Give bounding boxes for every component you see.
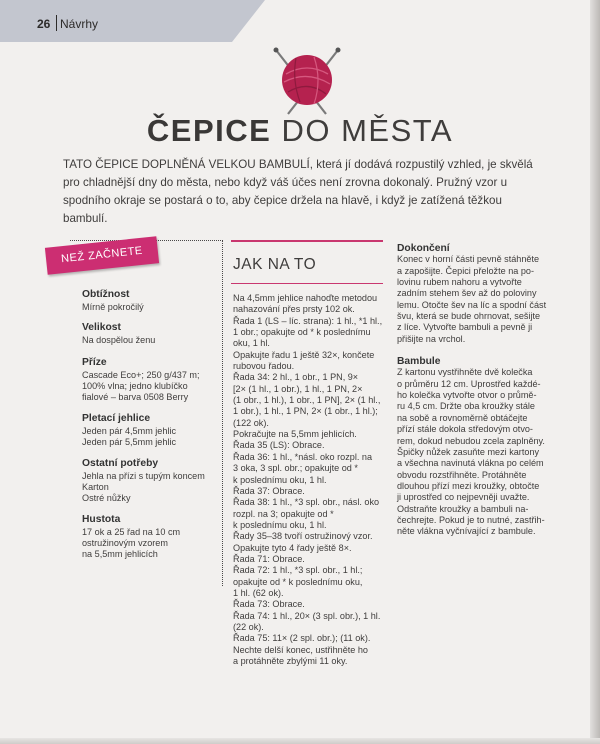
instructions-text: Na 4,5mm jehlice nahoďte metodou nahazování přes prsty 102 ok. Řada 1 (LS – líc. strana): 1 hl., *1 hl., 1 obr.; opakujte od * k poslednímu oku, 1 hl. Opakujte řadu 1 ještě 32×, končete rubovou řadou. Řada 34: 2 hl., 1 obr., 1 PN, 9× [2× (1 hl., 1 obr.), 1 hl., 1 PN, 2× (1 obr., 1 hl.), 1 obr., 1 PN], 2× (1 hl., 1 obr.), 1 hl., 1 PN, 2× (1 obr., 1 hl.); (122 ok). Pokračujte na 5,5mm jehlicích. Řada 35 (LS): Obrace. Řada 36: 1 hl., *násl. oko rozpl. na 3 oka, 3 spl. obr.; opakujte od * k poslednímu oku, 1 hl. Řada 37: Obrace. Řada 38: 1 hl., *3 spl. obr., násl. oko rozpl. na 3; opakujte od * k poslednímu oku, 1 hl. Řady 35–38 tvoří ostružinový vzor. Opakujte tyto 4 řady ještě 8×. Řada 71: Obrace. Řada 72: 1 hl., *3 spl. obr., 1 hl.; opakujte od * k poslednímu oku, 1 hl. (62 ok). Řada 73: Obrace. Řada 74: 1 hl., 20× (3 spl. obr.), 1 hl. (22 ok). Řada 75: 11× (2 spl. obr.); (11 ok). Nechte delší konec, ustřihněte ho a protáhněte zbylými 11 oky. [233,293,383,666]
materials-text: Jeden pár 4,5mm jehlic Jeden pár 5,5mm jehlic [82,426,177,447]
materials-gauge [82,514,217,560]
materials-needles [82,413,217,448]
section-name: Návrhy [60,17,99,31]
materials-text: Mírně pokročilý [82,302,144,312]
materials-heading: Velikost [82,322,121,333]
yarn-ball-icon [268,44,344,118]
instructions-column [231,240,383,666]
materials-heading: Obtížnost [82,289,130,300]
intro-paragraph: TATO ČEPICE DOPLNĚNÁ VELKOU BAMBULÍ, která jí dodává rozpustilý vzhled, je skvělá pro chladnější dny do města, nebo když váš účes není zrovna dokonalý. Pružný vzor u spodního okraje se postará o to, aby čepice držela na hlavě, i když je zatížená těžkou bambulí. [63,158,533,225]
start-tag: NEŽ ZAČNETE [45,236,159,275]
instructions-heading: JAK NA TO [233,256,317,273]
materials-difficulty [82,289,217,313]
materials-heading: Ostatní potřeby [82,458,159,469]
materials-yarn [82,357,217,403]
header-band [0,0,280,42]
finishing-column [397,243,547,538]
page-title [0,113,600,149]
finishing-text: Konec v horní části pevně stáhněte a zapošijte. Čepici přeložte na po- lovinu rubem nahoru a vytvořte zadním stehem šev až do poloviny lemu. Otočte šev na líc a spodní část švu, která se bude ohrnovat, sešijte z líce. Vytvořte bambuli a pevně ji přišijte na vrchol. [397,254,547,344]
instructions-top-rule [231,240,383,242]
materials-heading: Příze [82,357,107,368]
header-separator [56,15,57,31]
title-rest: DO MĚSTA [281,113,454,148]
materials-text: 17 ok a 25 řad na 10 cm ostružinovým vzorem na 5,5mm jehlicích [82,527,181,559]
materials-supplies [82,458,217,504]
page-edge-shadow [590,0,600,744]
instructions-heading-rule [231,283,383,284]
pompom-heading: Bambule [397,356,441,368]
page-bottom-shadow [0,738,600,744]
materials-heading: Pletací jehlice [82,413,151,424]
title-bold: ČEPICE [146,113,272,148]
finishing-heading: Dokončení [397,243,450,254]
pompom-text: Z kartonu vystřihněte dvě kolečka o průměru 12 cm. Uprostřed každé- ho kolečka vytvořte otvor o průmě- ru 4,5 cm. Držte oba kroužky stále na sobě a rovnoměrně obtáčejte přízí stále dokola středovým otvo- rem, dokud nebudou zcela zaplněny. Špičky nůžek zasuňte mezi kartony a všechna navinutá vlákna po celém obvodu rozstřihněte. Protáhněte dlouhou přízí mezi kroužky, obtočte ji uprostřed co nejpevněji uvažte. Odstraňte kroužky a bambuli na- čechrejte. Pokud je to nutné, zastřih- něte vlákna vyčnívající z bambule. [397,367,545,537]
materials-heading: Hustota [82,514,121,525]
materials-size [82,322,217,346]
materials-text: Jehla na přízi s tupým koncem Karton Ostré nůžky [82,471,205,503]
page-number: 26 [37,17,51,31]
materials-text: Na dospělou ženu [82,335,156,345]
materials-text: Cascade Eco+; 250 g/437 m; 100% vlna; jedno klubíčko fialové – barva 0508 Berry [82,370,200,402]
